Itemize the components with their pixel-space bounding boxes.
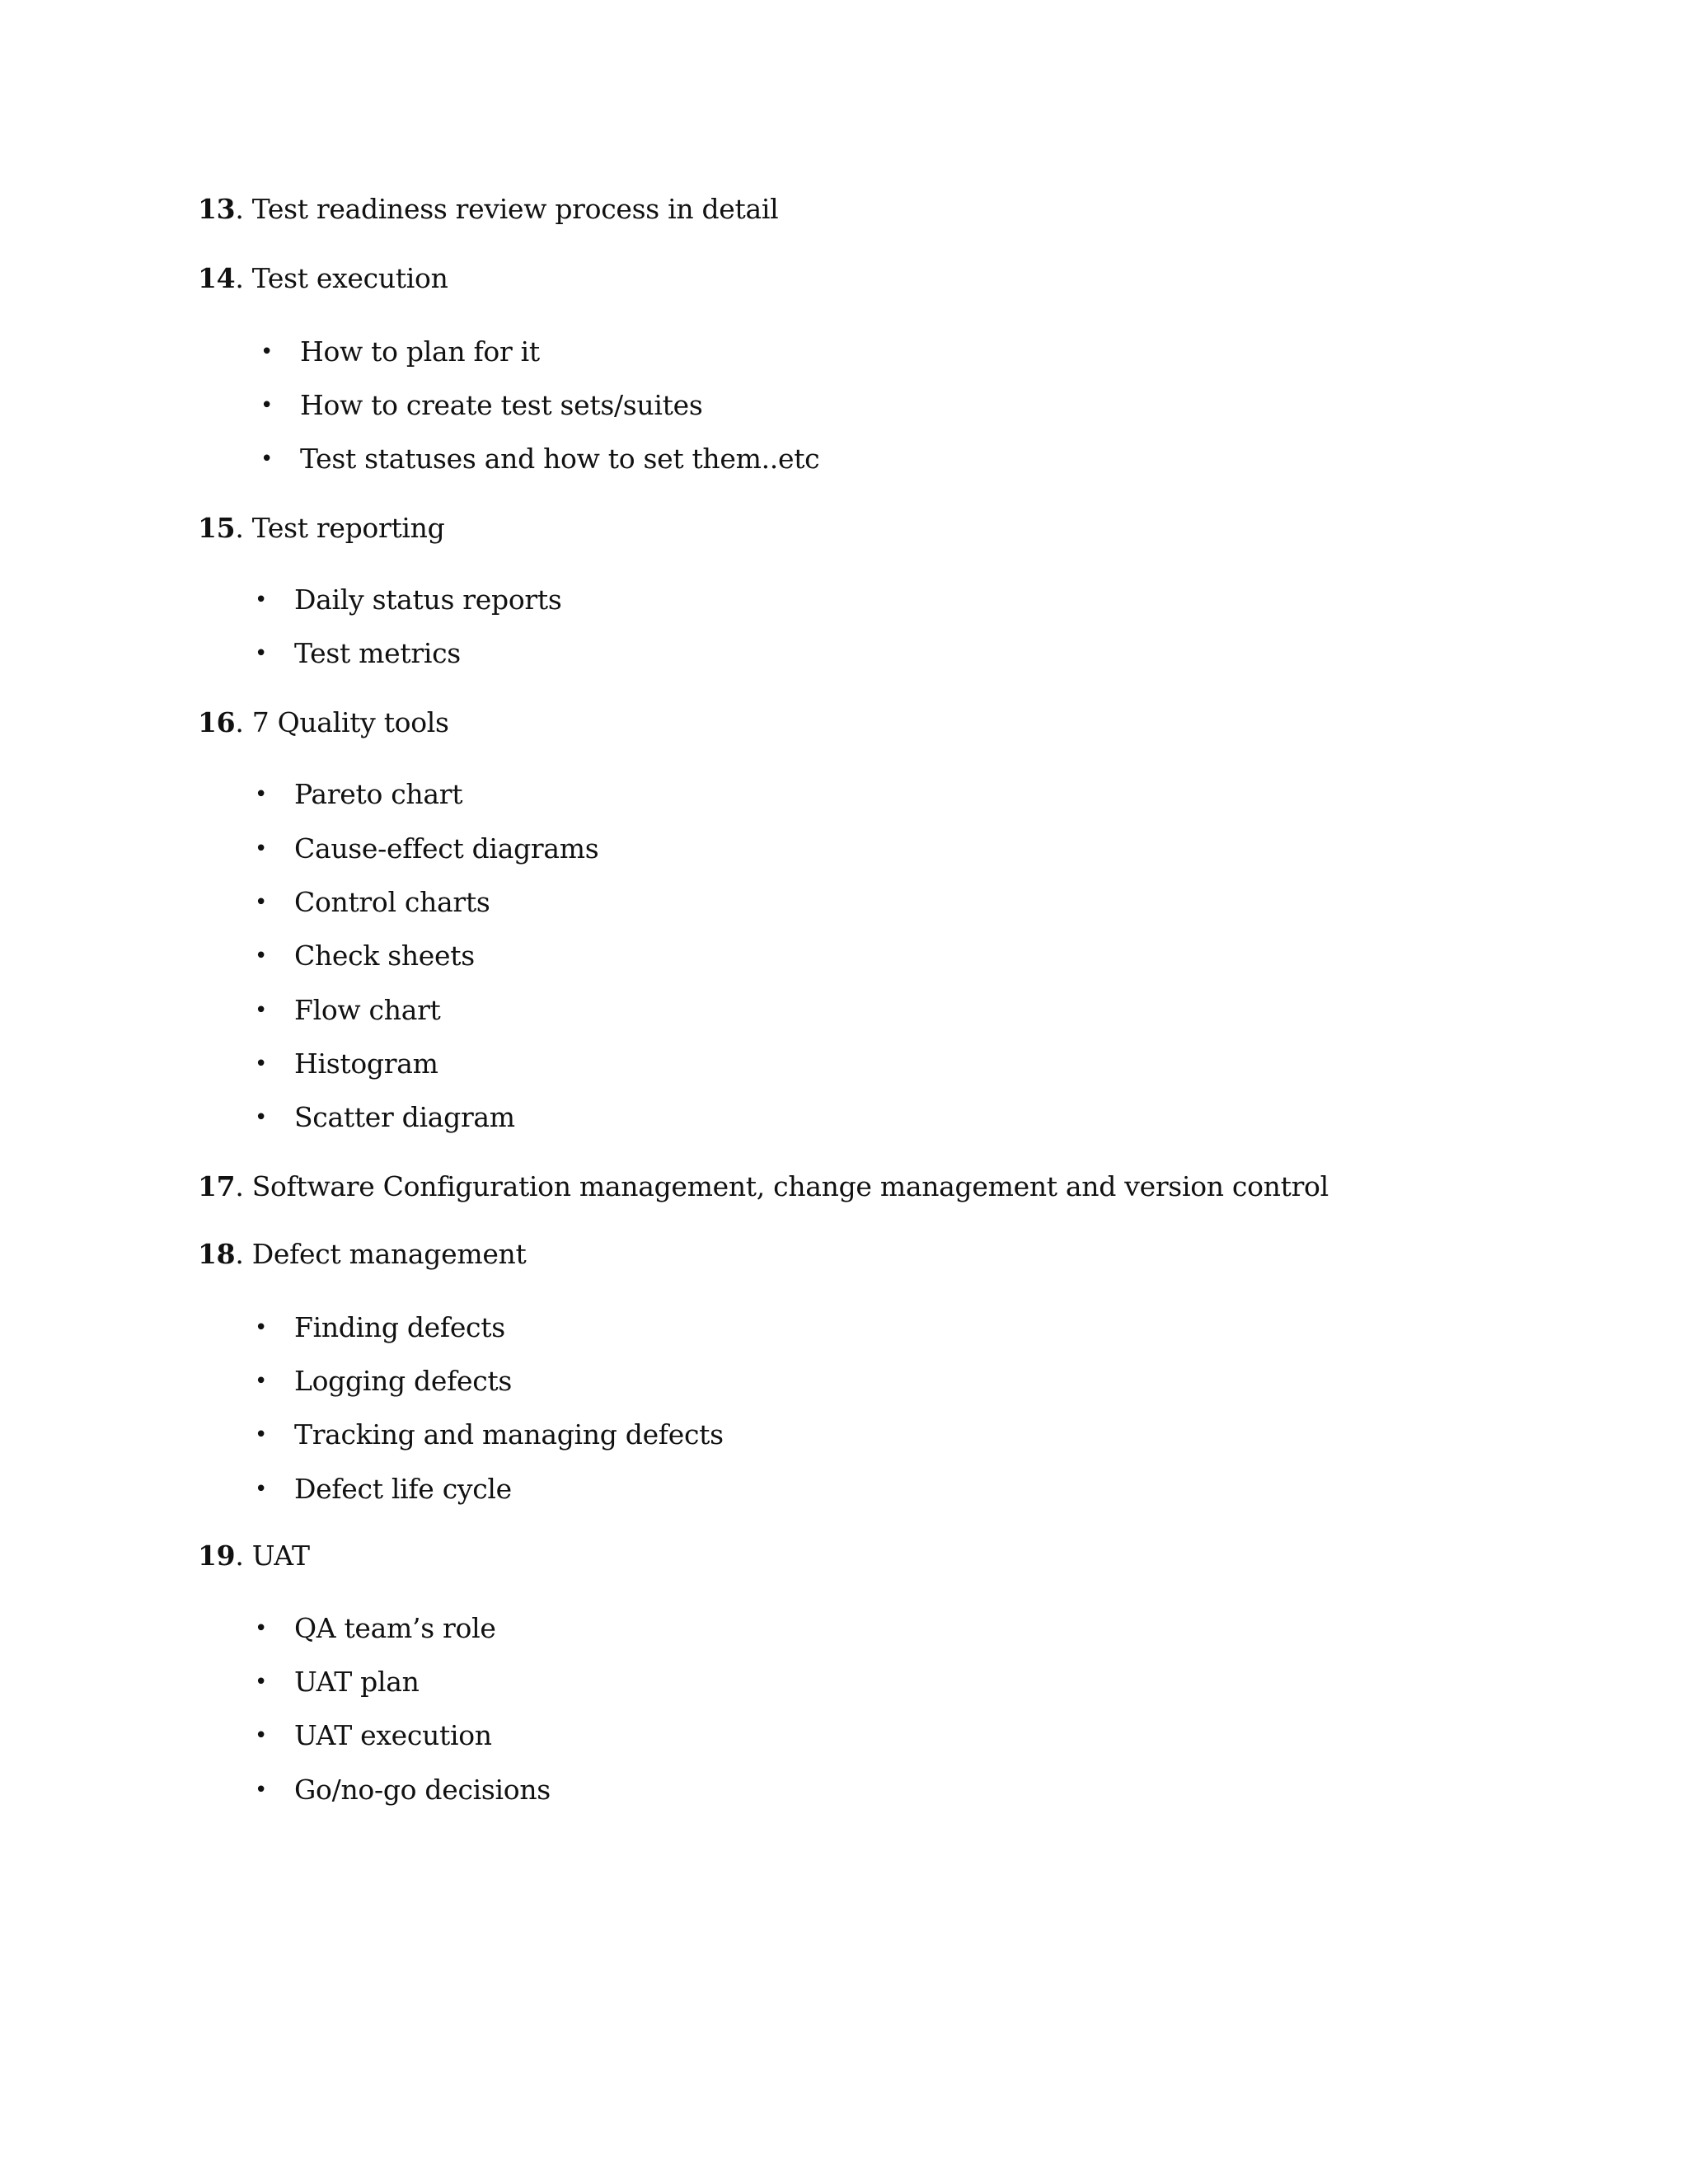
- list-item-text: Tracking and managing defects: [294, 1418, 724, 1451]
- list-item: [255, 1666, 420, 1699]
- section-heading-16: [198, 706, 449, 739]
- bullet-icon: •: [255, 782, 268, 807]
- section-number: 15: [198, 512, 236, 544]
- list-item-text: How to create test sets/suites: [300, 389, 703, 421]
- list-item-text: Histogram: [294, 1047, 438, 1080]
- list-item: [255, 832, 599, 865]
- list-item-text: Pareto chart: [294, 778, 463, 810]
- list-item: [255, 637, 461, 670]
- list-item-text: Flow chart: [294, 994, 441, 1026]
- list-item-text: Check sheets: [294, 940, 475, 972]
- bullet-icon: •: [255, 1315, 268, 1340]
- section-heading-13: [198, 193, 778, 226]
- list-item: [260, 443, 820, 476]
- bullet-icon: •: [255, 1369, 268, 1394]
- section-title: UAT: [251, 1540, 310, 1572]
- list-item-text: Test statuses and how to set them..etc: [300, 443, 820, 475]
- list-item: [255, 1612, 496, 1645]
- bullet-icon: •: [255, 641, 268, 666]
- list-item: [260, 335, 540, 368]
- list-item-text: How to plan for it: [300, 335, 540, 368]
- section-number: 14: [198, 262, 236, 294]
- list-item: [255, 1101, 515, 1134]
- section-separator: .: [235, 193, 252, 225]
- list-item-text: Daily status reports: [294, 583, 562, 616]
- section-heading-19: [198, 1540, 310, 1572]
- bullet-icon: •: [260, 393, 274, 418]
- section-number: 13: [198, 193, 236, 225]
- section-separator: .: [235, 1238, 252, 1270]
- bullet-icon: •: [255, 944, 268, 968]
- list-item-text: QA team’s role: [294, 1612, 496, 1644]
- list-item: [255, 583, 562, 616]
- bullet-icon: •: [260, 340, 274, 364]
- bullet-icon: •: [260, 447, 274, 471]
- section-title: Test reporting: [251, 512, 445, 544]
- list-item: [255, 994, 441, 1027]
- bullet-icon: •: [255, 1422, 268, 1447]
- section-number: 17: [198, 1170, 236, 1202]
- section-heading-17: [198, 1170, 1329, 1203]
- list-item-text: Cause-effect diagrams: [294, 832, 599, 865]
- bullet-icon: •: [255, 1105, 268, 1130]
- list-item: [255, 1047, 438, 1080]
- bullet-icon: •: [255, 1723, 268, 1748]
- list-item: [260, 389, 703, 422]
- section-title: Defect management: [251, 1238, 527, 1270]
- list-item-text: UAT execution: [294, 1719, 492, 1751]
- list-item: [255, 778, 463, 811]
- section-separator: .: [235, 1170, 252, 1202]
- section-separator: .: [235, 1540, 252, 1572]
- section-heading-15: [198, 512, 444, 545]
- bullet-icon: •: [255, 998, 268, 1023]
- list-item-text: Logging defects: [294, 1365, 513, 1397]
- section-number: 18: [198, 1238, 236, 1270]
- list-item-text: Test metrics: [294, 637, 461, 669]
- section-title: 7 Quality tools: [251, 706, 449, 738]
- list-item: [255, 1719, 492, 1752]
- list-item: [255, 1311, 505, 1344]
- list-item-text: Defect life cycle: [294, 1473, 512, 1505]
- list-item-text: Go/no-go decisions: [294, 1774, 551, 1806]
- section-number: 16: [198, 706, 236, 738]
- list-item: [255, 1365, 513, 1398]
- list-item: [255, 1418, 724, 1451]
- section-title: Test execution: [251, 262, 448, 294]
- section-heading-14: [198, 262, 448, 295]
- section-number: 19: [198, 1540, 236, 1572]
- section-title: Test readiness review process in detail: [251, 193, 779, 225]
- list-item: [255, 940, 475, 972]
- bullet-icon: •: [255, 1052, 268, 1076]
- bullet-icon: •: [255, 1778, 268, 1802]
- list-item: [255, 886, 490, 919]
- section-separator: .: [235, 262, 252, 294]
- list-item-text: Control charts: [294, 886, 490, 918]
- bullet-icon: •: [255, 1616, 268, 1641]
- section-title: Software Configuration management, change management and version control: [251, 1170, 1329, 1202]
- list-item: [255, 1774, 551, 1807]
- section-separator: .: [235, 706, 252, 738]
- list-item: [255, 1473, 512, 1506]
- bullet-icon: •: [255, 1670, 268, 1694]
- list-item-text: UAT plan: [294, 1666, 420, 1698]
- bullet-icon: •: [255, 890, 268, 915]
- list-item-text: Finding defects: [294, 1311, 505, 1343]
- bullet-icon: •: [255, 588, 268, 612]
- section-heading-18: [198, 1238, 526, 1271]
- section-separator: .: [235, 512, 252, 544]
- bullet-icon: •: [255, 837, 268, 861]
- list-item-text: Scatter diagram: [294, 1101, 515, 1133]
- bullet-icon: •: [255, 1477, 268, 1502]
